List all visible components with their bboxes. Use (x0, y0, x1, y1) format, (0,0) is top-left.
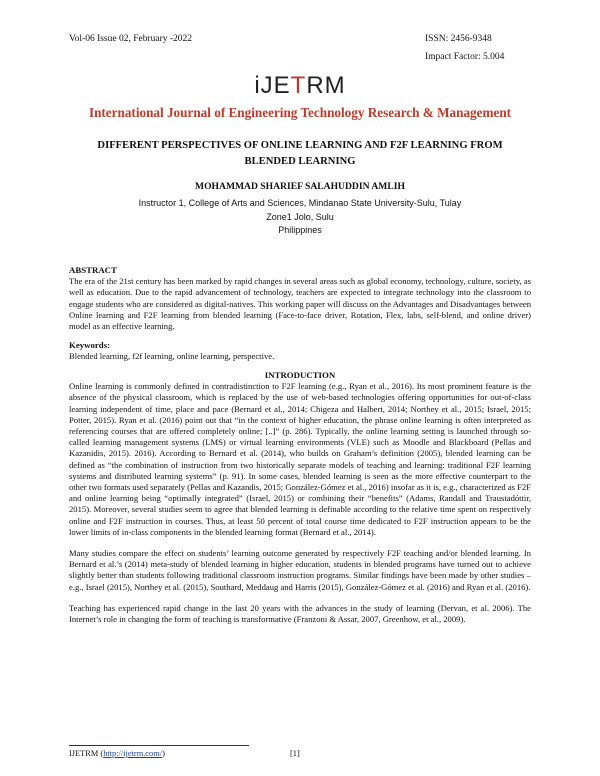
introduction-paragraph-3: Teaching has experienced rapid change in the last 20 years with the advances in the study of learning (Dervan, et al. 2006). The Internet’s role in changing the form of teaching is transformative (Franzoni & Assar, 2007, Greenhow, et al., 2009). (69, 602, 531, 625)
page-footer: IJETRM (http://ijetrm.com/) [1] (69, 749, 300, 758)
journal-name: International Journal of Engineering Technology Research & Management (88, 105, 512, 120)
keywords-text: Blended learning, f2f learning, online learning, perspective. (69, 351, 275, 362)
paper-title: DIFFERENT PERSPECTIVES OF ONLINE LEARNING AND F2F LEARNING FROM BLENDED LEARNING (97, 140, 503, 167)
keywords-heading: Keywords: (69, 340, 111, 350)
author-name: MOHAMMAD SHARIEF SALAHUDDIN AMLIH (195, 181, 405, 192)
footer-rule (69, 745, 249, 746)
introduction-paragraph-2: Many studies compare the effect on students’ learning outcome generated by respectively F2F teaching and/or blended learning. In Bernard et al.’s (2014) meta-study of blended learning in higher education, students in blended programs have turned out to achieve slightly better than students following traditional classroom instruction programs. Similar findings have been made by other studies – e.g., Israel (2015), Northey et al. (2015), Southard, Meddaug and Harris (2015), González-Gómez et al. (2016) and Ryan et al. (2016). (69, 548, 531, 592)
issn-info: ISSN: 2456-9348 (425, 34, 492, 44)
abstract-text: The era of the 21st century has been marked by rapid changes in several areas such as global economy, technology, culture, society, as well as education. Due to the rapid advancement of technology, teachers are expected to integrate technology into the classroom to engage students who are considered as digital-natives. This working paper will discuss on the Advantages and Disadvantages between Online learning and F2F learning from blended learning (Face-to-face driver, Rotation, Flex, labs, self-blend, and online driver) model as an effective learning. (69, 276, 531, 332)
keywords-section (69, 340, 531, 362)
issue-info: Vol-06 Issue 02, February -2022 (69, 34, 193, 44)
author-affiliation: Instructor 1, College of Arts and Sciences, Mindanao State University-Sulu, Tulay Zone1 Jolo, Sulu Philippines (138, 198, 462, 235)
abstract-section (69, 265, 531, 332)
introduction-heading: INTRODUCTION (264, 370, 336, 380)
journal-link[interactable]: http://ijetrm.com/ (103, 749, 163, 758)
page-number: [1] (290, 749, 300, 758)
impact-factor: Impact Factor: 5.004 (425, 52, 505, 62)
abstract-heading: ABSTRACT (69, 265, 117, 275)
introduction-paragraph-1: Online learning is commonly defined in contradistinction to F2F learning (e.g., Ryan et al., 2016). Its most prominent feature is the absence of the physical classroom, which is replaced by the use of web-based technologies offering opportunities for out-of-class learning independent of time, place and pace (Bernard et al., 2014; Chigeza and Halbert, 2014; Northey et al., 2015; Israel, 2015; Potter, 2015). Ryan et al. (2016) point out that “in the context of higher education, the phrase online learning is often interpreted as referencing courses that are offered completely online; [..]” (p. 286). Typically, the online learning setting is launched through so-called learning management systems (LMS) or virtual learning environments (VLE) such as Moodle and Blackboard (Pellas and Kazanidis, 2015). 2016). According to Bernard et al. (2014), who builds on Graham’s definition (2005), blended learning can be defined as “the combination of instruction from two historically separate models of teaching and learning: traditional F2F learning systems and distributed learning systems” (p. 91). In some cases, blended learning is seen as the more effective counterpart to the other two formats used separately (Pellas and Kazandis, 2015; González-Gómez et al., 2016) insofar as it is, e.g., characterized as F2F and online learning being “optimally integrated” (Israel, 2015) or combining their “benefits” (Adams, Randall and Traustadóttir, 2015). Moreover, several studies seem to agree that blended learning is definable according to the relative time spent on respectively online and F2F instruction in courses. Thus, at least 50 percent of total course time dedicated to F2F instruction appears to be the lower limits of in-class components in the blended learning format (Bernard et al., 2014). (69, 381, 531, 537)
journal-logo: iJETRM (254, 72, 346, 99)
introduction-section (69, 370, 531, 625)
